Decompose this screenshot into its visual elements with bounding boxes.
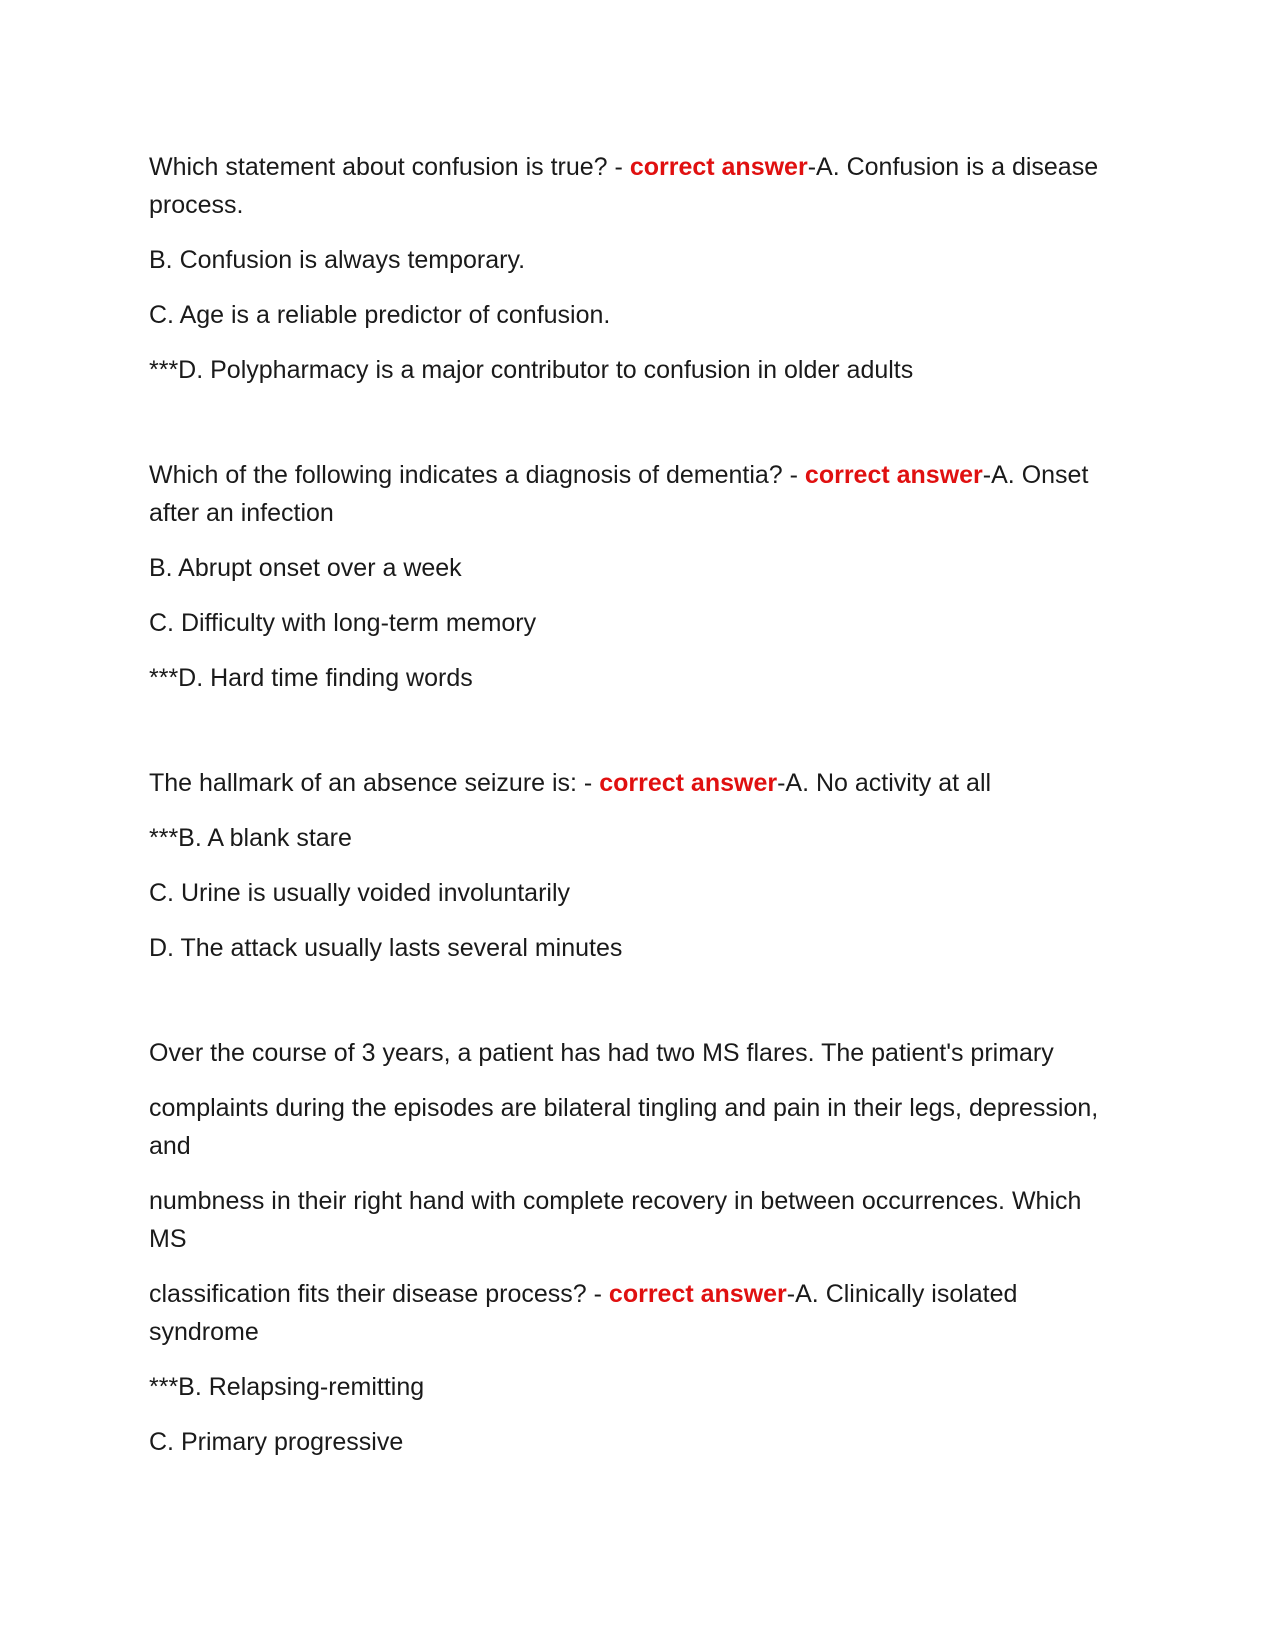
correct-answer-tag: correct answer [599, 769, 778, 797]
document-content [149, 148, 1109, 1478]
answer-option: C. Primary progressive [149, 1428, 404, 1456]
question-block [149, 148, 1109, 389]
answer-option: B. Abrupt onset over a week [149, 554, 462, 582]
answer-option: ***B. Relapsing-remitting [149, 1373, 425, 1401]
question-text-line: Over the course of 3 years, a patient has had two MS flares. The patient's primary [149, 1039, 1054, 1067]
answer-option: C. Difficulty with long-term memory [149, 609, 537, 637]
question-stem: classification fits their disease process? - correct answer-A. Clinically isolated syndrome [149, 1280, 1018, 1346]
answer-option: ***D. Hard time finding words [149, 664, 473, 692]
answer-option: C. Age is a reliable predictor of confusion. [149, 301, 611, 329]
answer-option: C. Urine is usually voided involuntarily [149, 879, 571, 907]
answer-option: B. Confusion is always temporary. [149, 246, 526, 274]
answer-option: ***B. A blank stare [149, 824, 352, 852]
question-block [149, 764, 1109, 967]
correct-answer-tag: correct answer [804, 461, 983, 489]
answer-option: ***D. Polypharmacy is a major contributor to confusion in older adults [149, 356, 914, 384]
question-block [149, 456, 1109, 697]
question-stem: Which statement about confusion is true? - correct answer-A. Confusion is a disease process. [149, 153, 1099, 219]
question-text-line: numbness in their right hand with complete recovery in between occurrences. Which MS [149, 1187, 1082, 1253]
question-block [149, 1034, 1109, 1461]
question-stem: The hallmark of an absence seizure is: - correct answer-A. No activity at all [149, 769, 992, 797]
correct-answer-tag: correct answer [608, 1280, 787, 1308]
correct-answer-tag: correct answer [629, 153, 808, 181]
question-text-line: complaints during the episodes are bilateral tingling and pain in their legs, depression, and [149, 1094, 1099, 1160]
question-stem: Which of the following indicates a diagnosis of dementia? - correct answer-A. Onset after an infection [149, 461, 1089, 527]
answer-option: D. The attack usually lasts several minutes [149, 934, 623, 962]
